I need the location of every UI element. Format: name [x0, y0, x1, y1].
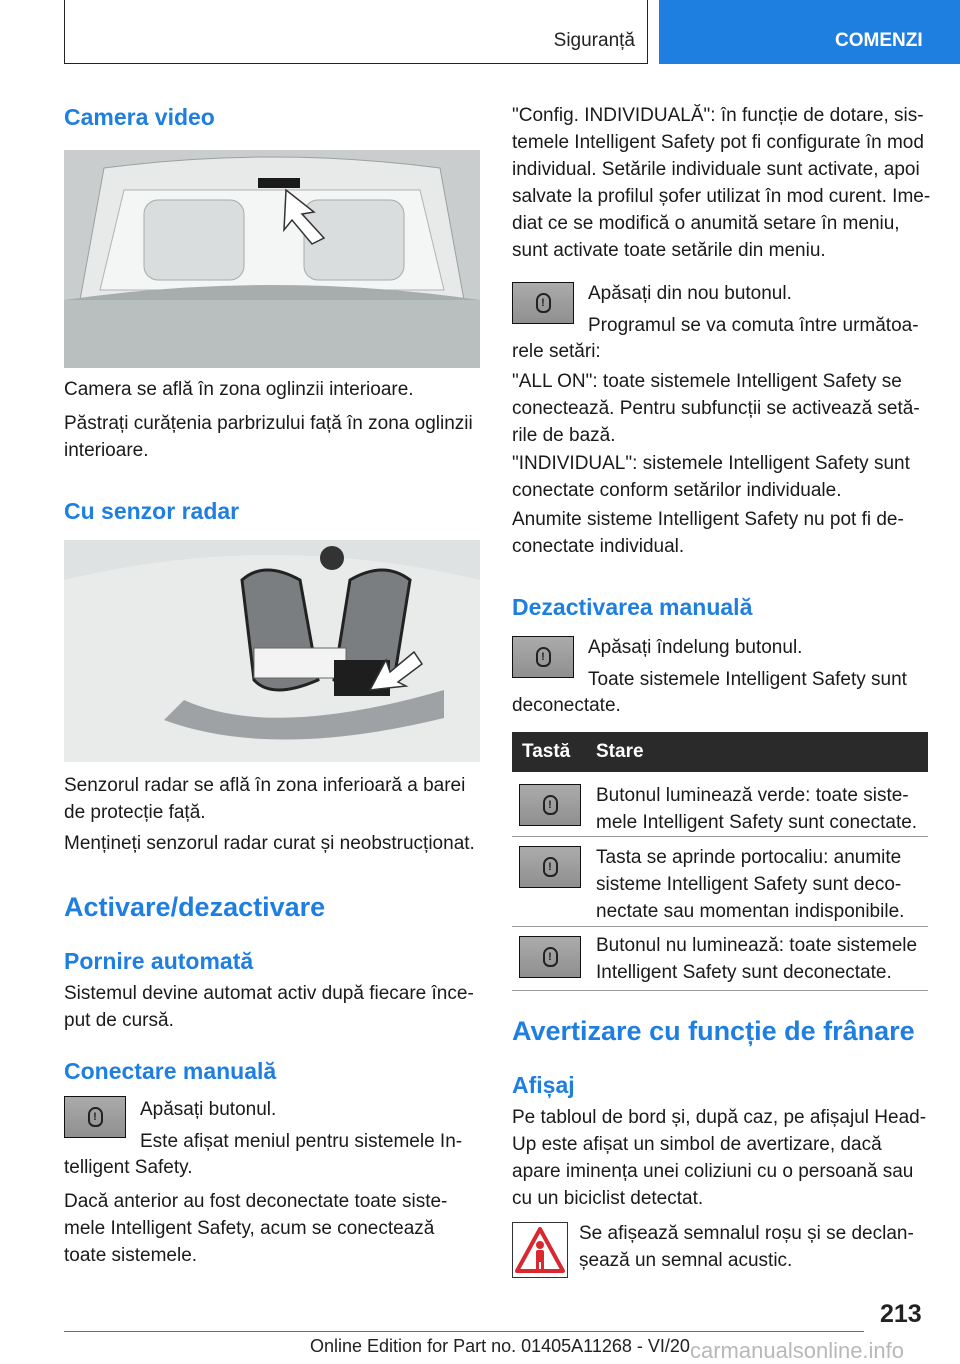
some-systems-text [512, 506, 904, 560]
display-text [512, 1104, 926, 1212]
table-row-line: nectate sau momentan indisponibile. [596, 901, 905, 922]
camera-photo [64, 150, 480, 368]
radar-photo-image [64, 540, 480, 762]
config-line: temele Intelligent Safety pot fi configurate în mod [512, 132, 924, 153]
radar-location-line: de protecție față. [64, 802, 206, 823]
auto-start-line: Sistemul devine automat activ după fiecare înce- [64, 983, 474, 1004]
table-row-button-image [519, 936, 581, 978]
header-chapter-box [659, 0, 960, 64]
footer-divider [64, 1331, 864, 1332]
camera-location-text: Camera se află în zona oglinzii interioare. [64, 379, 414, 400]
table-row-divider [512, 836, 928, 837]
status-table-header [512, 732, 928, 772]
manual-note-line: mele Intelligent Safety, acum se conectează [64, 1218, 435, 1239]
auto-start-line: put de cursă. [64, 1010, 174, 1031]
intelligent-safety-button-icon: ! [543, 795, 558, 815]
footer-edition: Online Edition for Part no. 01405A11268 - VI/20 [310, 1336, 690, 1356]
table-row-line: sisteme Intelligent Safety sunt deco- [596, 874, 902, 895]
header-section-box [64, 0, 648, 64]
footer-watermark: carmanualsonline.info [690, 1338, 905, 1363]
table-row-line: Butonul nu luminează: toate sistemele [596, 935, 918, 956]
camera-title: Camera video [64, 104, 215, 130]
all-on-line: rile de bază. [512, 425, 616, 446]
signal-text [579, 1220, 914, 1274]
manual-step-menu-cont: telligent Safety. [64, 1157, 193, 1178]
manual-note-text [64, 1188, 447, 1269]
again-step-toggle-cont: rele setări: [512, 341, 601, 362]
config-line: salvate la profilul șofer utilizat în mod curent. Ime- [512, 186, 931, 207]
individual-line: conectate conform setărilor individuale. [512, 480, 842, 501]
radar-photo [64, 540, 480, 762]
radar-clean-text: Mențineți senzorul radar curat și neobstrucționat. [64, 833, 475, 854]
table-row-button-image [519, 846, 581, 888]
some-systems-line: conectate individual. [512, 536, 685, 557]
manual-step-menu: Este afișat meniul pentru sistemele In- [140, 1131, 463, 1152]
intelligent-safety-button-icon: ! [536, 647, 551, 667]
camera-clean-line: Păstrați curățenia parbrizului față în zona oglinzii [64, 413, 473, 434]
auto-start-text [64, 980, 474, 1034]
manual-note-line: toate sistemele. [64, 1245, 198, 1266]
radar-location-line: Senzorul radar se află în zona inferioară a barei [64, 775, 466, 796]
safety-button-image [64, 1096, 126, 1138]
config-line: "Config. INDIVIDUALĂ": în funcție de dotare, sis- [512, 105, 924, 126]
all-on-text [512, 368, 920, 449]
table-row-divider [512, 990, 928, 991]
table-row-state [596, 844, 904, 925]
again-step-press: Apăsați din nou butonul. [588, 283, 792, 304]
all-on-line: conectează. Pentru subfuncții se activează setă- [512, 398, 920, 419]
display-line: Up este afișat un simbol de avertizare, dacă [512, 1134, 882, 1155]
manual-deactivation-title: Dezactivarea manuală [512, 594, 753, 620]
deact-step-result-cont: deconectate. [512, 695, 621, 716]
radar-title: Cu senzor radar [64, 498, 240, 524]
config-line: individual. Setările individuale sunt activate, apoi [512, 159, 920, 180]
individual-line: "INDIVIDUAL": sistemele Intelligent Safety sunt [512, 453, 910, 474]
again-step-toggle: Programul se va comuta între următoa- [588, 315, 919, 336]
intelligent-safety-button-icon: ! [88, 1107, 103, 1127]
signal-line: Se afișează semnalul roșu și se declan- [579, 1223, 914, 1244]
some-systems-line: Anumite sisteme Intelligent Safety nu pot fi de- [512, 509, 904, 530]
table-row-line: Tasta se aprinde portocaliu: anumite [596, 847, 902, 868]
table-col-state: Stare [596, 741, 644, 762]
table-col-key: Tastă [522, 741, 571, 762]
manual-note-line: Dacă anterior au fost deconectate toate siste- [64, 1191, 448, 1212]
table-row-line: Intelligent Safety sunt deconectate. [596, 962, 892, 983]
intelligent-safety-button-icon: ! [536, 293, 551, 313]
table-row-line: Butonul luminează verde: toate siste- [596, 785, 909, 806]
safety-button-image [512, 636, 574, 678]
intelligent-safety-button-icon: ! [543, 857, 558, 877]
brake-warning-title: Avertizare cu funcție de frânare [512, 1016, 915, 1046]
config-line: sunt activate toate setările din meniu. [512, 240, 826, 261]
manual-step-press: Apăsați butonul. [140, 1099, 277, 1120]
header-chapter-label: COMENZI [835, 30, 923, 51]
intelligent-safety-button-icon: ! [543, 947, 558, 967]
pedestrian-warning-icon [513, 1223, 567, 1277]
deact-step-press: Apăsați îndelung butonul. [588, 637, 803, 658]
camera-clean-line: interioare. [64, 440, 149, 461]
display-line: apare iminența unei coliziuni cu o persoană sau [512, 1161, 914, 1182]
safety-button-image [512, 282, 574, 324]
table-row-state [596, 932, 917, 986]
individual-text [512, 450, 910, 504]
deact-step-result: Toate sistemele Intelligent Safety sunt [588, 669, 907, 690]
manual-connect-title: Conectare manuală [64, 1058, 277, 1084]
camera-photo-image [64, 150, 480, 368]
signal-line: șează un semnal acustic. [579, 1250, 793, 1271]
config-text [512, 102, 930, 264]
all-on-line: "ALL ON": toate sistemele Intelligent Safety se [512, 371, 902, 392]
display-line: Pe tabloul de bord și, după caz, pe afișajul Head- [512, 1107, 927, 1128]
activation-title: Activare/dezactivare [64, 892, 326, 922]
table-row-state [596, 782, 917, 836]
auto-start-title: Pornire automată [64, 948, 254, 974]
display-title: Afișaj [512, 1072, 575, 1098]
table-row-divider [512, 926, 928, 927]
radar-location-text [64, 772, 465, 826]
header-section-label: Siguranță [553, 30, 635, 51]
display-line: cu un biciclist detectat. [512, 1188, 704, 1209]
table-row-line: mele Intelligent Safety sunt conectate. [596, 812, 918, 833]
config-line: diat ce se modifică o anumită setare în meniu, [512, 213, 900, 234]
warning-symbol-image [512, 1222, 568, 1278]
camera-clean-text [64, 410, 473, 464]
table-row-button-image [519, 784, 581, 826]
page-number: 213 [880, 1300, 922, 1328]
